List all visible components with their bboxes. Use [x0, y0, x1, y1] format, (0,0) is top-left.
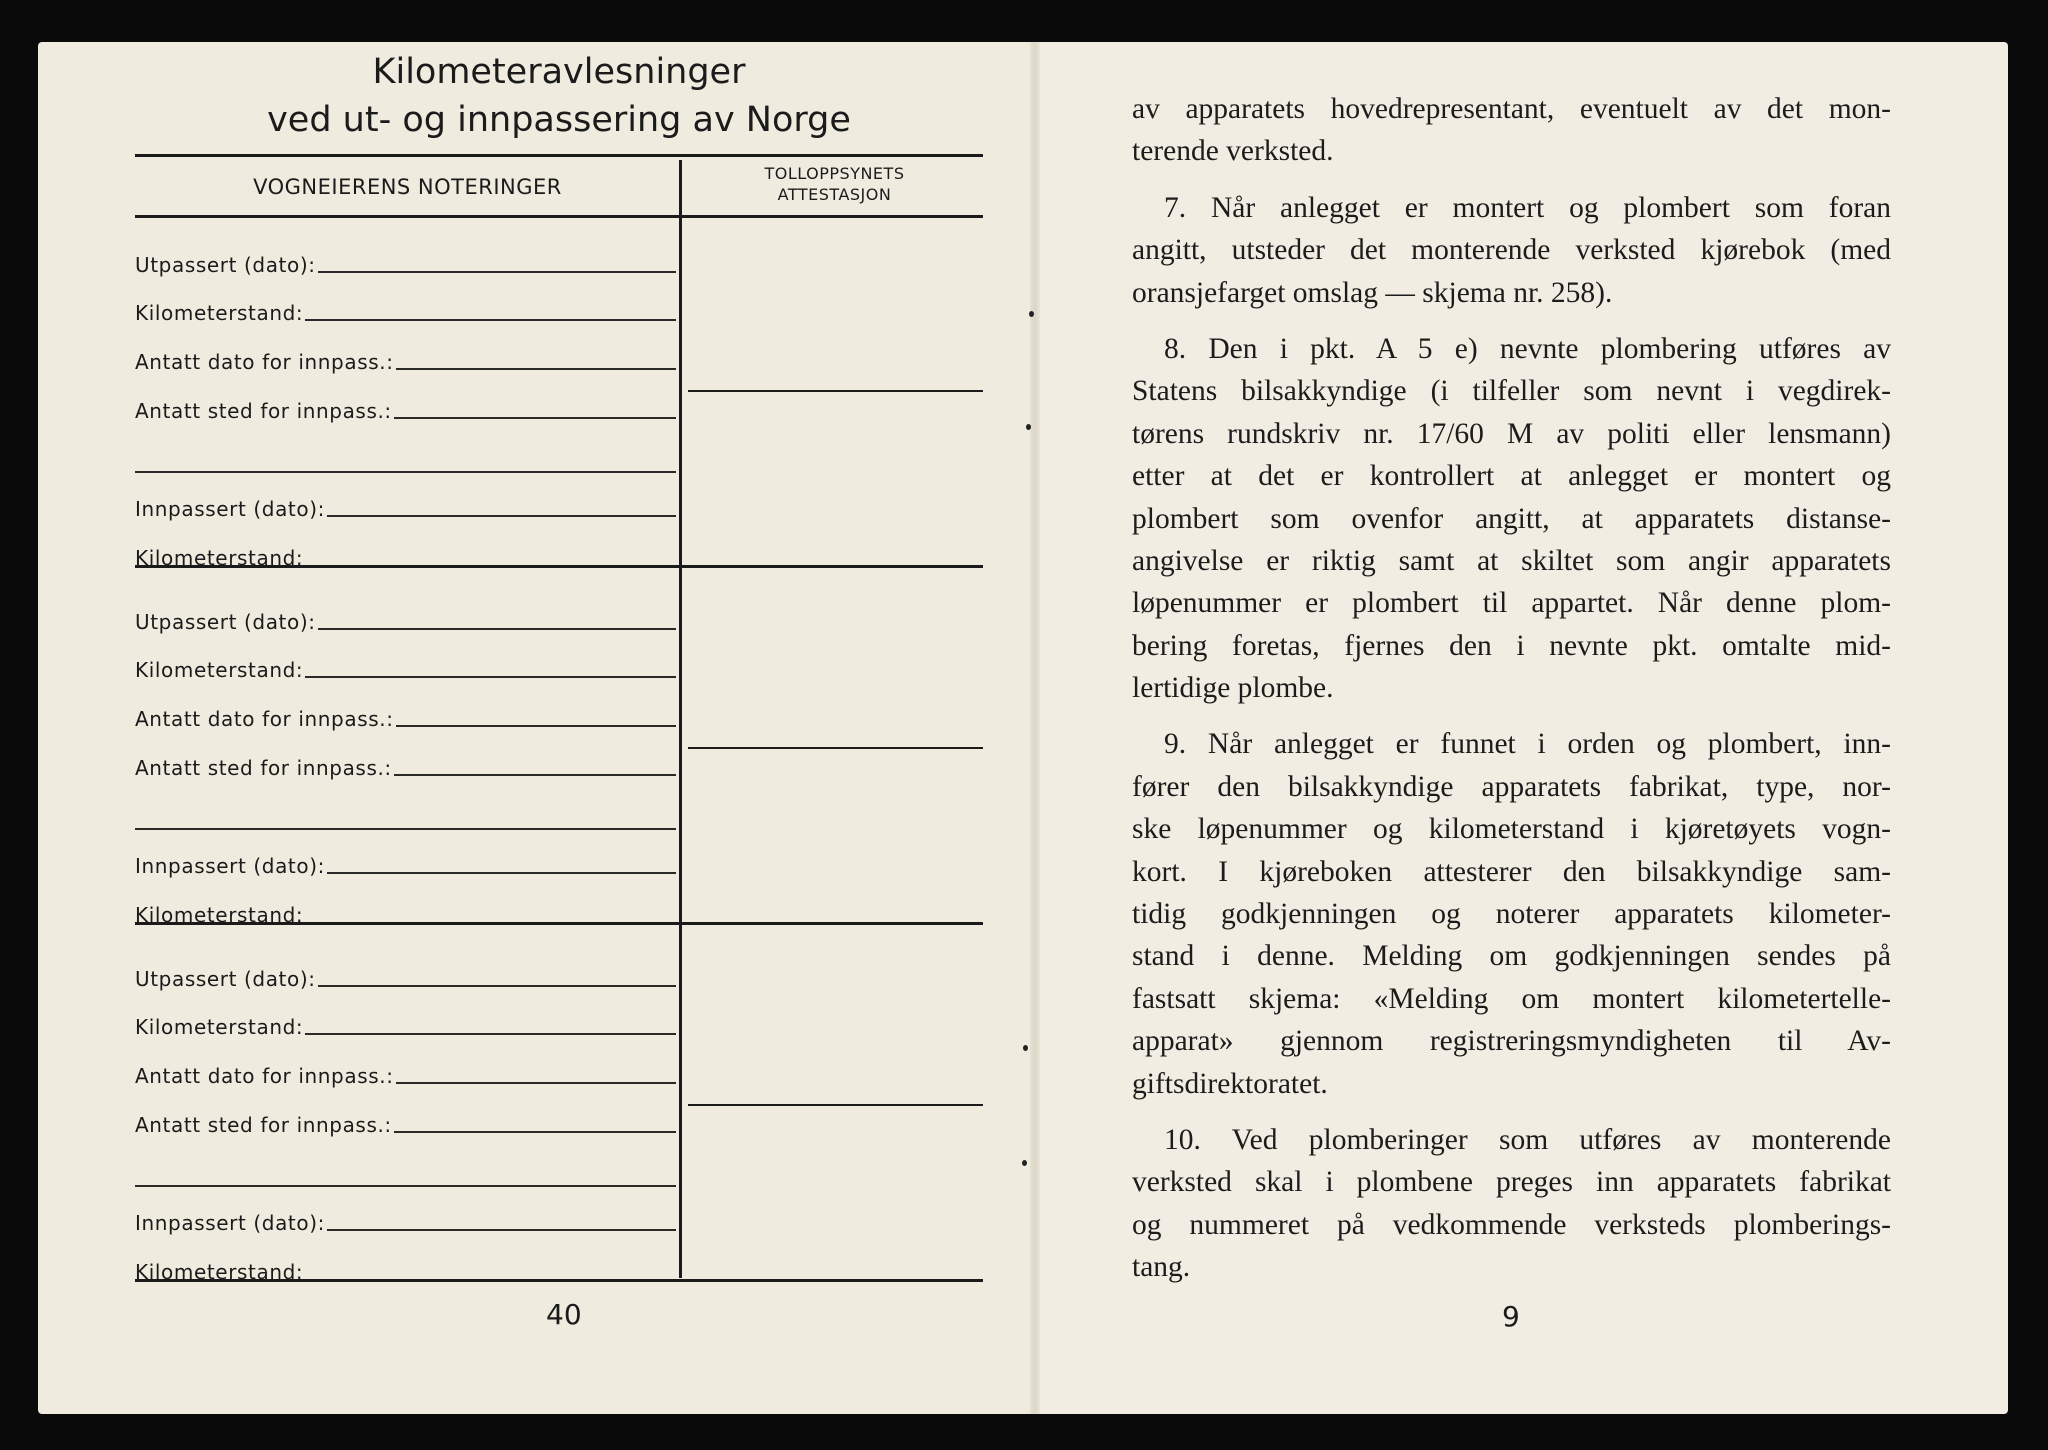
form-fill-line[interactable] [396, 725, 676, 727]
form-row [135, 604, 676, 634]
form-row [135, 961, 676, 991]
form-row [135, 804, 676, 834]
text-line: angitt, utsteder det monterende verksted kjørebok (med [1132, 234, 1891, 267]
form-fill-line[interactable] [327, 1229, 676, 1231]
form-fill-line[interactable] [327, 872, 676, 874]
form-row [135, 1009, 676, 1039]
form-row [135, 1254, 676, 1284]
form-field-label: Antatt dato for innpass.: [135, 707, 394, 731]
book-spine [1030, 42, 1040, 1414]
form-fill-line[interactable] [135, 1185, 676, 1187]
header-right-line1: TOLLOPPSYNETS [764, 164, 905, 183]
form-row [135, 897, 676, 927]
text-line: oransjefarget omslag — skjema nr. 258). [1132, 276, 1613, 309]
form-title-line1: Kilometeravlesninger [372, 52, 746, 92]
text-line: apparat» gjennom registreringsmyndigheten til Av- [1132, 1025, 1891, 1058]
form-field-label: Innpassert (dato): [135, 1211, 325, 1235]
text-line: 9. Når anlegget er funnet i orden og plombert, inn- [1164, 728, 1891, 761]
text-line: lertidige plombe. [1132, 672, 1334, 705]
form-fill-line[interactable] [135, 471, 676, 473]
text-line: fører den bilsakkyndige apparatets fabrikat, type, nor- [1132, 770, 1891, 803]
form-row [135, 1205, 676, 1235]
form-field-label: Antatt sted for innpass.: [135, 1113, 392, 1137]
text-line: fastsatt skjema: «Melding om montert kilometertelle- [1132, 982, 1891, 1015]
form-fill-line[interactable] [305, 319, 676, 321]
form-section [135, 574, 680, 931]
attestation-divider [688, 1104, 983, 1106]
text-line: Statens bilsakkyndige (i tilfeller som nevnt i vegdirek- [1132, 375, 1891, 408]
form-row [135, 393, 676, 423]
form-fill-line[interactable] [318, 985, 676, 987]
form-field-label: Innpassert (dato): [135, 854, 325, 878]
form-row [135, 1058, 676, 1088]
text-line: 10. Ved plomberinger som utføres av monterende [1164, 1123, 1891, 1156]
text-line: ske løpenummer og kilometerstand i kjøretøyets vogn- [1132, 813, 1891, 846]
form-row [135, 701, 676, 731]
page-number-right: 9 [1502, 1300, 1520, 1333]
text-line: løpenummer er plombert til appartet. Når denne plom- [1132, 587, 1891, 620]
form-row [135, 652, 676, 682]
form-fill-line[interactable] [394, 774, 676, 776]
form-fill-line[interactable] [394, 1131, 676, 1133]
form-row [135, 1161, 676, 1191]
form-row [135, 491, 676, 521]
text-line: etter at det er kontrollert at anlegget er montert og [1132, 460, 1891, 493]
form-fill-line[interactable] [318, 271, 676, 273]
text-line: terende verksted. [1132, 135, 1334, 168]
table-top-rule [135, 154, 983, 157]
form-title-line2: ved ut- og innpassering av Norge [267, 100, 851, 140]
form-field-label: Kilometerstand: [135, 546, 304, 570]
text-line: bering foretas, fjernes den i nevnte pkt. omtalte mid- [1132, 629, 1891, 662]
form-field-label: Antatt sted for innpass.: [135, 756, 392, 780]
header-right-line2: ATTESTASJON [777, 185, 892, 204]
attestation-divider [688, 390, 983, 392]
form-field-label: Kilometerstand: [135, 658, 304, 682]
form-field-label: Kilometerstand: [135, 301, 304, 325]
form-field-label: Utpassert (dato): [135, 253, 316, 277]
form-row [135, 295, 676, 325]
form-row [135, 1107, 676, 1137]
text-line: tidig godkjenningen og noterer apparatets kilometer- [1132, 898, 1891, 931]
form-fill-line[interactable] [396, 1082, 676, 1084]
form-field-label: Utpassert (dato): [135, 610, 316, 634]
form-fill-line[interactable] [305, 676, 676, 678]
form-row [135, 344, 676, 374]
text-line: verksted skal i plombene preges inn apparatets fabrikat [1132, 1166, 1891, 1199]
paper-speck [1022, 1160, 1027, 1166]
form-section [135, 931, 680, 1288]
form-field-label: Kilometerstand: [135, 903, 304, 927]
form-field-label: Antatt dato for innpass.: [135, 1064, 394, 1088]
form-field-label: Kilometerstand: [135, 1015, 304, 1039]
text-line: tang. [1132, 1251, 1191, 1284]
form-section [135, 217, 680, 574]
text-line: og nummeret på vedkommende verksteds plomberings- [1132, 1208, 1891, 1241]
form-field-label: Kilometerstand: [135, 1260, 304, 1284]
header-vogneierens-noteringer: VOGNEIERENS NOTERINGER [253, 175, 562, 199]
paragraph [1132, 88, 1891, 173]
page-number-left: 40 [546, 1298, 582, 1331]
text-line: 8. Den i pkt. A 5 e) nevnte plombering utføres av [1164, 332, 1891, 365]
form-row [135, 750, 676, 780]
form-fill-line[interactable] [396, 368, 676, 370]
form-field-label: Utpassert (dato): [135, 967, 316, 991]
form-row [135, 247, 676, 277]
paragraph [1132, 187, 1891, 314]
text-line: plombert som ovenfor angitt, at apparatets distanse- [1132, 502, 1891, 535]
form-field-label: Antatt dato for innpass.: [135, 350, 394, 374]
paper-speck [1026, 424, 1031, 430]
form-fill-line[interactable] [305, 1033, 676, 1035]
form-fill-line[interactable] [394, 417, 676, 419]
form-fill-line[interactable] [318, 628, 676, 630]
text-line: av apparatets hovedrepresentant, eventuelt av det mon- [1132, 93, 1891, 125]
form-field-label: Antatt sted for innpass.: [135, 399, 392, 423]
attestation-divider [688, 747, 983, 749]
paper-speck [1023, 1045, 1028, 1051]
paragraph [1132, 1119, 1891, 1289]
paragraph [1132, 328, 1891, 710]
header-tolloppsynets-attestasjon [686, 163, 983, 205]
text-line: angivelse er riktig samt at skiltet som angir apparatets [1132, 544, 1891, 577]
text-line: stand i denne. Melding om godkjenningen sendes på [1132, 940, 1891, 973]
text-line: giftsdirektoratet. [1132, 1067, 1328, 1100]
regulation-text [1132, 88, 1891, 1303]
text-line: kort. I kjøreboken attesterer den bilsakkyndige sam- [1132, 855, 1891, 888]
form-row [135, 848, 676, 878]
paragraph [1132, 723, 1891, 1105]
form-field-label: Innpassert (dato): [135, 497, 325, 521]
text-line: tørens rundskriv nr. 17/60 M av politi eller lensmann) [1132, 417, 1891, 450]
form-fill-line[interactable] [135, 828, 676, 830]
form-row [135, 540, 676, 570]
paper-speck [1029, 311, 1034, 317]
form-row [135, 447, 676, 477]
form-fill-line[interactable] [327, 515, 676, 517]
text-line: 7. Når anlegget er montert og plombert som foran [1164, 191, 1891, 224]
